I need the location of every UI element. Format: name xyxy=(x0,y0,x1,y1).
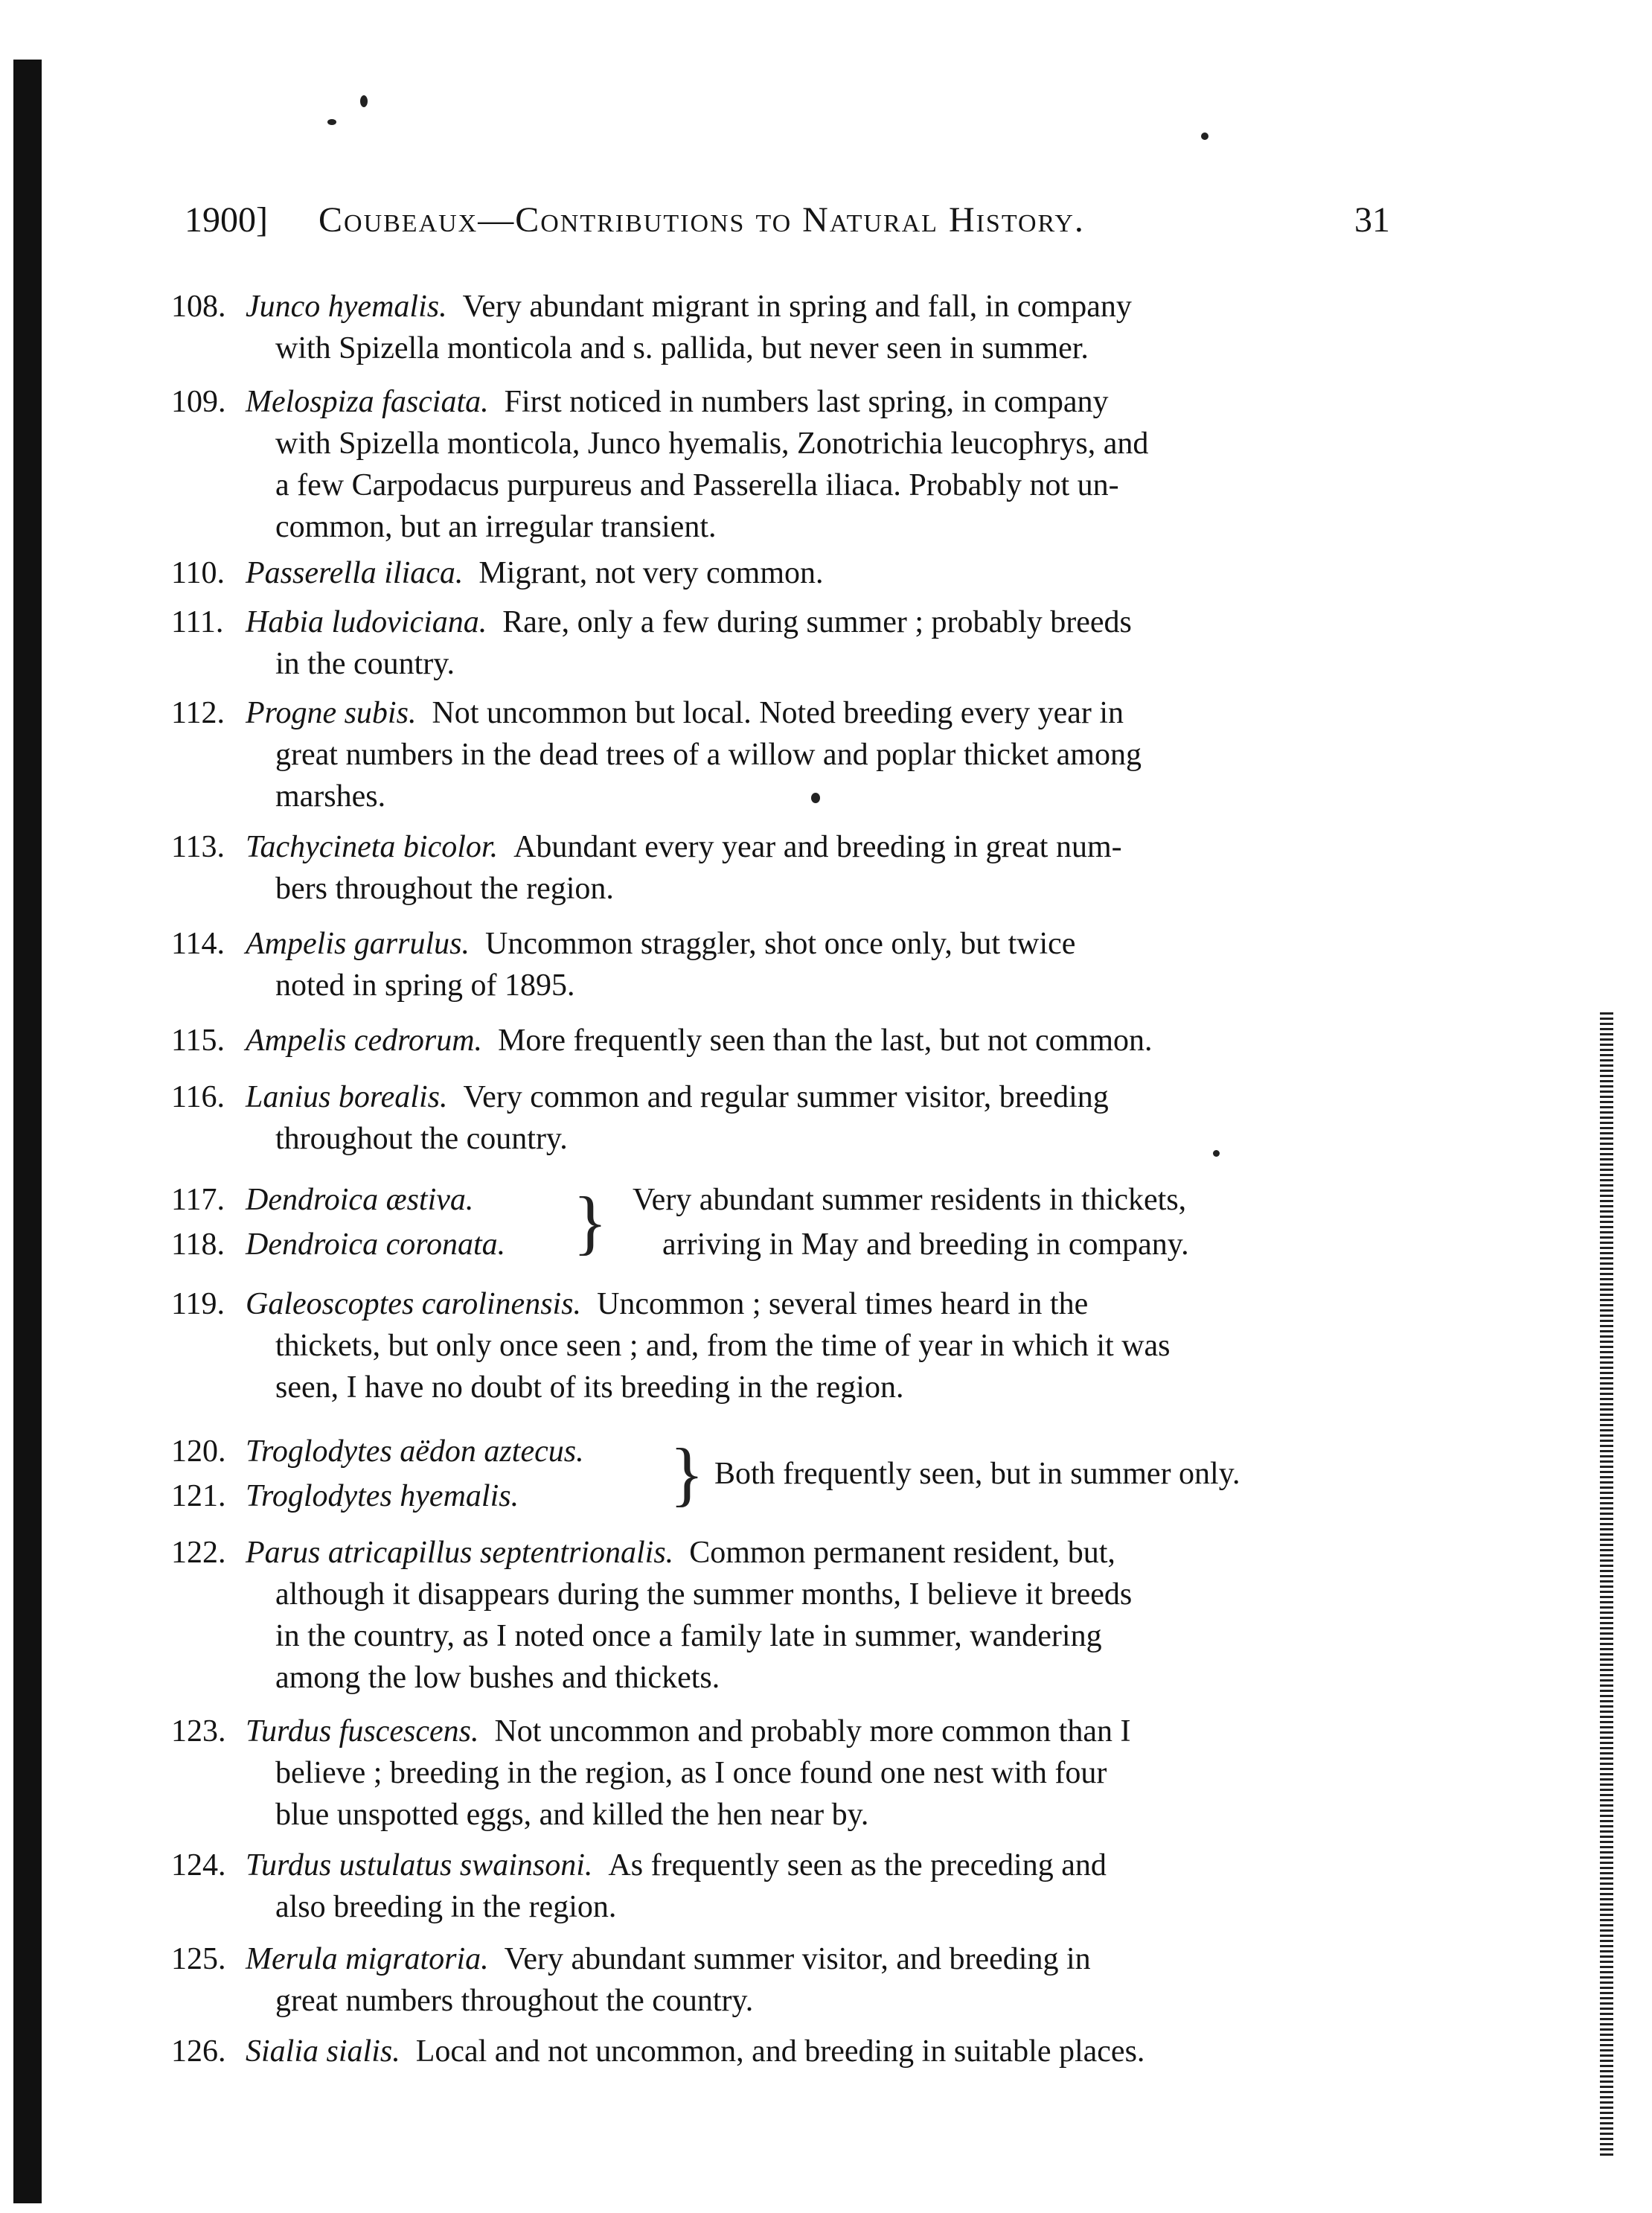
entry-number: 114. xyxy=(171,927,225,961)
entry-text: also breeding in the region. xyxy=(275,1890,617,1924)
entry-number: 110. xyxy=(171,556,225,590)
species-name: Passerella iliaca. xyxy=(246,556,464,590)
species-name: Dendroica æstiva. xyxy=(246,1183,474,1217)
page-edge-shadow xyxy=(1600,1012,1613,2159)
entry-text: with Spizella monticola and s. pallida, but never seen in summer. xyxy=(275,331,1089,365)
species-name: Progne subis. xyxy=(246,696,417,730)
entry-text: Uncommon straggler, shot once only, but twice xyxy=(485,927,1076,961)
entry-number: 116. xyxy=(171,1080,225,1114)
entry-text: seen, I have no doubt of its breeding in the region. xyxy=(275,1370,904,1405)
entry-text: Both frequently seen, but in summer only. xyxy=(714,1457,1240,1491)
speck xyxy=(1213,1150,1220,1157)
species-name: Habia ludoviciana. xyxy=(246,605,487,639)
entry-text: Uncommon ; several times heard in the xyxy=(597,1287,1089,1321)
species-name: Merula migratoria. xyxy=(246,1942,489,1976)
species-pair xyxy=(171,1179,1392,1276)
species-name: Troglodytes aëdon aztecus. xyxy=(246,1434,584,1469)
species-name: Ampelis cedrorum. xyxy=(246,1024,483,1058)
species-name: Turdus fuscescens. xyxy=(246,1714,479,1749)
species-name: Ampelis garrulus. xyxy=(246,927,470,961)
speck xyxy=(1201,132,1208,140)
entry-text: More frequently seen than the last, but not common. xyxy=(498,1024,1153,1058)
running-header xyxy=(185,199,1390,252)
entry-number: 122. xyxy=(171,1536,226,1570)
species-name: Troglodytes hyemalis. xyxy=(246,1479,519,1513)
entry-number: 115. xyxy=(171,1024,225,1058)
species-name: Junco hyemalis. xyxy=(246,290,447,324)
entry-text: throughout the country. xyxy=(275,1122,568,1156)
entry-text: First noticed in numbers last spring, in company xyxy=(504,385,1109,419)
entry-text: Very abundant migrant in spring and fall, in company xyxy=(462,290,1132,324)
speck xyxy=(360,95,368,107)
entry-text: believe ; breeding in the region, as I once found one nest with four xyxy=(275,1756,1107,1790)
species-name: Galeoscoptes carolinensis. xyxy=(246,1287,582,1321)
entry-number: 119. xyxy=(171,1287,225,1321)
species-name: Sialia sialis. xyxy=(246,2034,400,2069)
entry-text: Not uncommon but local. Noted breeding every year in xyxy=(432,696,1124,730)
entry-text: great numbers throughout the country. xyxy=(275,1984,754,2018)
entry-number: 126. xyxy=(171,2034,226,2069)
entry-number: 121. xyxy=(171,1479,226,1513)
speck xyxy=(811,793,820,803)
entry-number: 123. xyxy=(171,1714,226,1749)
species-name: Turdus ustulatus swainsoni. xyxy=(246,1848,593,1883)
entry-number: 112. xyxy=(171,696,225,730)
entry-text: Very abundant summer residents in thickets, xyxy=(633,1183,1187,1217)
entry-text: bers throughout the region. xyxy=(275,872,614,906)
entry-text: Not uncommon and probably more common than I xyxy=(494,1714,1131,1749)
entry-number: 117. xyxy=(171,1183,225,1217)
header-year: 1900] xyxy=(185,200,268,240)
entry-text: noted in spring of 1895. xyxy=(275,968,575,1003)
entry-text: blue unspotted eggs, and killed the hen near by. xyxy=(275,1798,869,1832)
speck xyxy=(327,119,336,125)
grouping-brace: } xyxy=(670,1434,705,1513)
entry-text: Migrant, not very common. xyxy=(478,556,824,590)
entry-text: among the low bushes and thickets. xyxy=(275,1661,720,1695)
entry-text: Local and not uncommon, and breeding in suitable places. xyxy=(415,2034,1145,2069)
species-name: Melospiza fasciata. xyxy=(246,385,489,419)
entry-text: a few Carpodacus purpureus and Passerella iliaca. Probably not un- xyxy=(275,468,1119,502)
page-number: 31 xyxy=(1354,200,1390,240)
entry-text: arriving in May and breeding in company. xyxy=(662,1227,1189,1262)
binding-edge xyxy=(13,60,42,2203)
entry-number: 113. xyxy=(171,830,225,864)
entry-text: As frequently seen as the preceding and xyxy=(608,1848,1107,1883)
entry-text: in the country, as I noted once a family late in summer, wandering xyxy=(275,1619,1102,1653)
entry-text: marshes. xyxy=(275,779,386,814)
entry-text: great numbers in the dead trees of a willow and poplar thicket among xyxy=(275,738,1142,772)
entry-number: 108. xyxy=(171,290,226,324)
entry-text: although it disappears during the summer months, I believe it breeds xyxy=(275,1577,1133,1612)
species-name: Lanius borealis. xyxy=(246,1080,448,1114)
entry-number: 120. xyxy=(171,1434,226,1469)
entry-number: 109. xyxy=(171,385,226,419)
entry-text: Abundant every year and breeding in great num- xyxy=(513,830,1122,864)
entry-text: common, but an irregular transient. xyxy=(275,510,717,544)
species-name: Parus atricapillus septentrionalis. xyxy=(246,1536,674,1570)
entry-number: 124. xyxy=(171,1848,226,1883)
entry-text: Very abundant summer visitor, and breeding in xyxy=(504,1942,1091,1976)
species-name: Dendroica coronata. xyxy=(246,1227,506,1262)
entry-text: Rare, only a few during summer ; probably breeds xyxy=(502,605,1132,639)
species-name: Tachycineta bicolor. xyxy=(246,830,499,864)
entry-number: 111. xyxy=(171,605,224,639)
species-pair xyxy=(171,1431,1392,1527)
entry-text: in the country. xyxy=(275,647,455,681)
entry-text: thickets, but only once seen ; and, from the time of year in which it was xyxy=(275,1329,1171,1363)
entry-text: Very common and regular summer visitor, breeding xyxy=(463,1080,1109,1114)
grouping-brace: } xyxy=(573,1182,608,1262)
entry-text: Common permanent resident, but, xyxy=(689,1536,1115,1570)
header-title: Coubeaux—Contributions to Natural History. xyxy=(318,200,1085,240)
entry-text: with Spizella monticola, Junco hyemalis, Zonotrichia leucophrys, and xyxy=(275,427,1149,461)
entry-number: 125. xyxy=(171,1942,226,1976)
entry-number: 118. xyxy=(171,1227,225,1262)
